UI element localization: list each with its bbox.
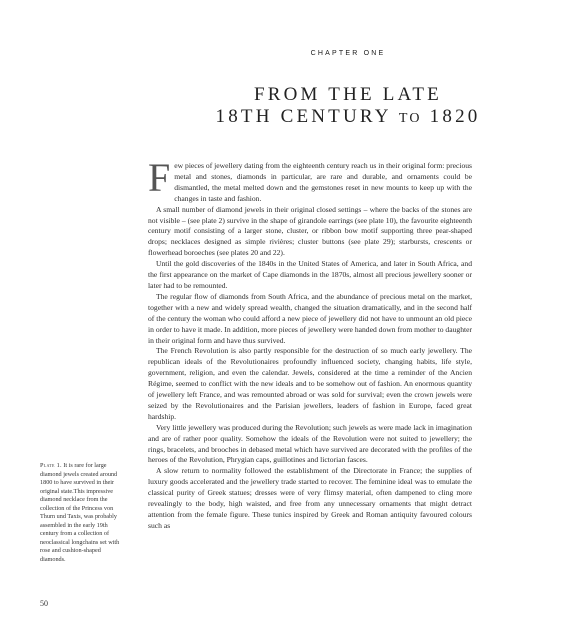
chapter-label: CHAPTER ONE [310, 50, 386, 57]
paragraph-6: Very little jewellery was produced during the Revolution; such jewels as were made lack in imagination and are of rather poor quality. Somehow the ideals of the Revolution were not suited to jewellery; the rings, bracelets, and brooches in debased metal which have survived are decorated with the profiles of the heroes of the Revolution, Phrygian caps, guillotines and lictorian fasces. [148, 422, 472, 465]
title-to: TO [398, 111, 422, 126]
page-number: 50 [40, 599, 48, 608]
plate-caption-text: It is rare for large diamond jewels created around 1800 to have survived in their original state.This impressive diamond necklace from the collection of the Princess von Thurn und Taxis, was probably assembled in the early 19th century from a collection of neoclassical longchains set with rose and cushion-shaped diamonds. [40, 462, 120, 563]
title-line-1: FROM THE LATE [254, 84, 442, 105]
title-century: 18TH CENTURY [215, 106, 391, 127]
title-year: 1820 [429, 106, 481, 127]
plate-caption-label: Plate 1. [40, 462, 62, 469]
paragraph-2: A small number of diamond jewels in their original closed settings – where the backs of the stones are not visible – (see plate 2) survive in the shape of girandole earrings (see plate 10), the favourite eighteenth century motif consisting of a larger stone, cluster, or ribbon bow motif supporting three pear-shaped drops; necklaces designed as simple rivières; cluster buttons (see plate 29); starbursts, crescents or flowerhead boroeches (see plates 20 and 22). [148, 204, 472, 258]
paragraph-3: Until the gold discoveries of the 1840s in the United States of America, and later in South Africa, and the first appearance on the market of Cape diamonds in the 1870s, almost all precious jewellery sooner or later had to be remounted. [148, 259, 472, 290]
paragraph-1 [148, 155, 472, 205]
plate-caption [40, 462, 126, 564]
chapter-title [148, 84, 548, 130]
title-line-2 [148, 106, 548, 130]
body-text [148, 155, 472, 532]
paragraph-4: The regular flow of diamonds from South Africa, and the abundance of precious metal on the market, together with a new and widely spread wealth, changed the situation dramatically, and in the second half of the century the woman who could afford a new piece of jewellery did not have to unmount an old piece in order to have it made. In addition, more pieces of jewellery were handed down from mother to daughter in their original form and have thus survived. [148, 291, 472, 345]
paragraph-1-text: ew pieces of jewellery dating from the eighteenth century reach us in their original form: precious metal and stones, diamonds in particular, are rare and durable, and ornaments could be dismantled, the metal melted down and the gemstones reset in new mounts to keep up with the changes in taste and fashion. [174, 161, 472, 203]
paragraph-7: A slow return to normality followed the establishment of the Directorate in France; the supplies of luxury goods accelerated and the jewellery trade started to recover. The feminine ideal was to emulate the classical purity of Greek statues; dresses were of very flimsy material, often dampened to cling more revealingly to the body, high waisted, and free from any unnecessary ornaments that might detract attention from the female figure. These tunics inspired by Greek and Roman antiquity favoured colours such as [148, 466, 472, 530]
paragraph-5: The French Revolution is also partly responsible for the destruction of so much early jewellery. The republican ideals of the Revolutionaires profoundly influenced society, changing habits, life style, government, religion, and even the calendar. Jewels, considered at the time a reminder of the Ancien Régime, seemed to conflict with the new ideals and to be somehow out of fashion. An enormous quantity of jewellery left France, and was remounted abroad or was sold for survival; even the crown jewels were seized by the Revolutionaires and the Parisian jewellers, leaders of fashion in Europe, faced great hardship. [148, 346, 472, 421]
drop-cap: F [148, 155, 171, 200]
